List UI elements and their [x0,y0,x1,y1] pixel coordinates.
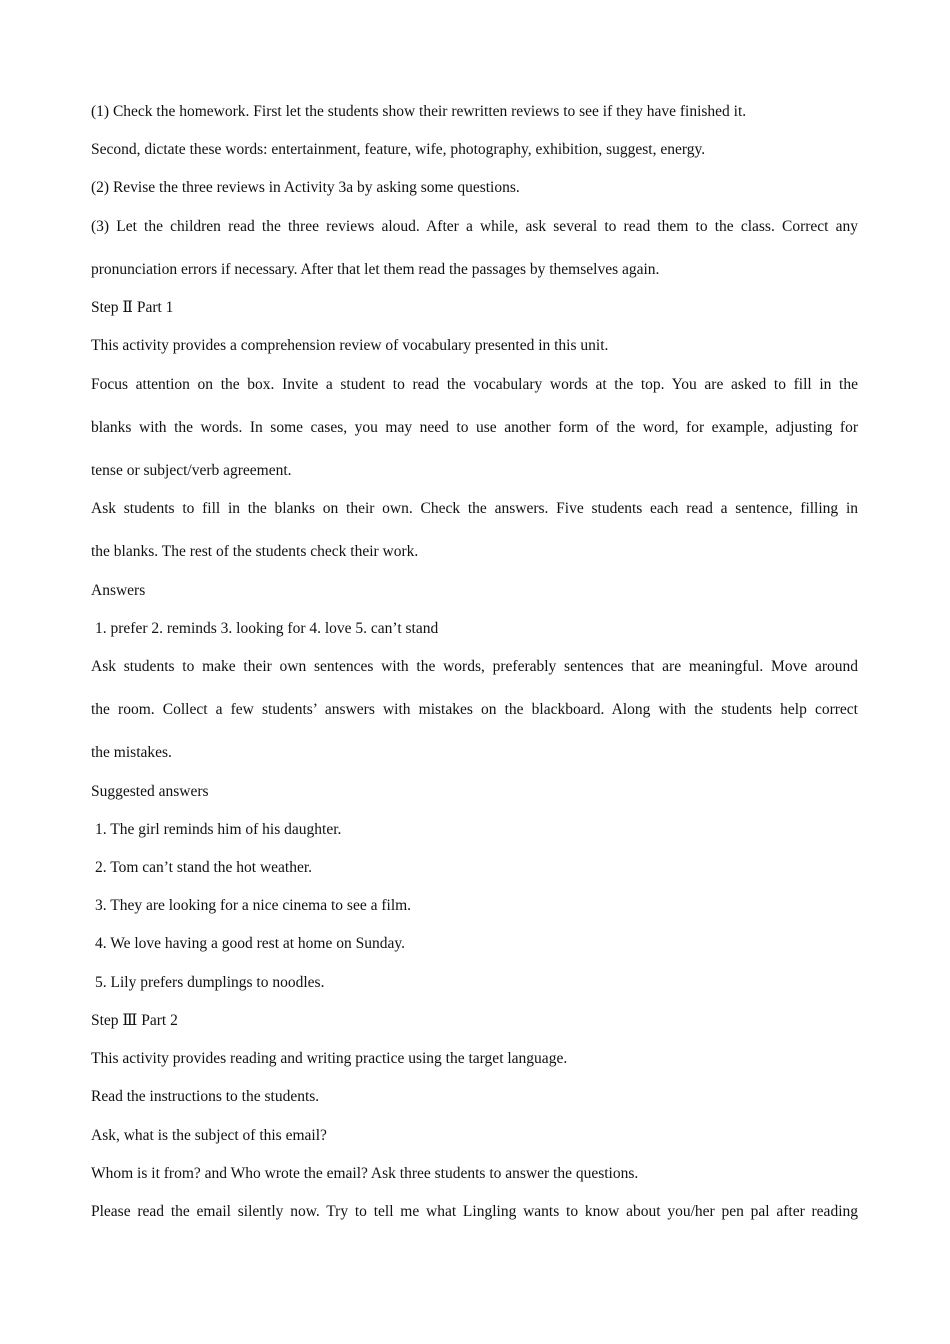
text-line: the room. Collect a few students’ answers with mistakes on the blackboard. Along with the students help correct [91,701,858,718]
text-line: (2) Revise the three reviews in Activity 3a by asking some questions. [91,179,520,196]
text-line: Whom is it from? and Who wrote the email? Ask three students to answer the questions. [91,1165,639,1182]
list-item: 2. Tom can’t stand the hot weather. [95,859,313,876]
text-line: tense or subject/verb agreement. [91,462,292,479]
text-line: Ask students to fill in the blanks on their own. Check the answers. Five students each read a sentence, filling in [91,500,858,517]
text-line: the blanks. The rest of the students check their work. [91,543,419,560]
text-line: (1) Check the homework. First let the students show their rewritten reviews to see if they have finished it. [91,103,747,120]
text-line: Focus attention on the box. Invite a student to read the vocabulary words at the top. You are asked to fill in the [91,376,858,393]
list-item: 3. They are looking for a nice cinema to see a film. [95,897,412,914]
list-item: 4. We love having a good rest at home on Sunday. [95,935,405,952]
suggested-answers-heading: Suggested answers [91,783,209,800]
text-line: This activity provides a comprehension review of vocabulary presented in this unit. [91,337,609,354]
text-line: This activity provides reading and writing practice using the target language. [91,1050,568,1067]
answers-line: 1. prefer 2. reminds 3. looking for 4. love 5. can’t stand [95,620,439,637]
text-line: Please read the email silently now. Try to tell me what Lingling wants to know about you/her pen pal after reading [91,1203,858,1220]
text-line: the mistakes. [91,744,172,761]
text-line: pronunciation errors if necessary. After that let them read the passages by themselves again. [91,261,660,278]
list-item: 1. The girl reminds him of his daughter. [95,821,342,838]
text-line: Second, dictate these words: entertainment, feature, wife, photography, exhibition, suggest, energy. [91,141,706,158]
text-line: blanks with the words. In some cases, you may need to use another form of the word, for example, adjusting for [91,419,858,436]
text-line: Ask, what is the subject of this email? [91,1127,327,1144]
section-heading: Step Ⅱ Part 1 [91,299,174,316]
section-heading: Step Ⅲ Part 2 [91,1012,178,1029]
text-line: Ask students to make their own sentences with the words, preferably sentences that are meaningful. Move around [91,658,858,675]
answers-heading: Answers [91,582,146,599]
text-line: (3) Let the children read the three reviews aloud. After a while, ask several to read them to the class. Correct any [91,218,858,235]
list-item: 5. Lily prefers dumplings to noodles. [95,974,325,991]
text-line: Read the instructions to the students. [91,1088,320,1105]
